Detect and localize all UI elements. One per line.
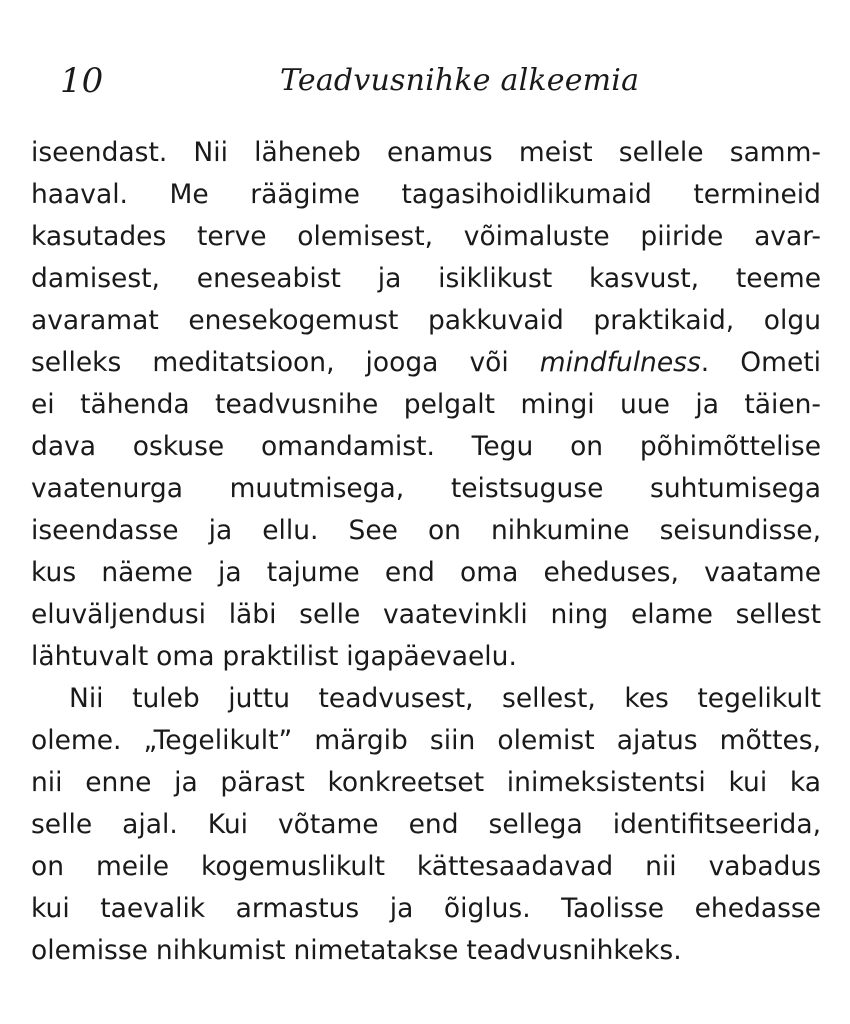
text-line: avaramat enesekogemust pakkuvaid praktikaid, olgu — [31, 305, 821, 336]
text-line: iseendasse ja ellu. See on nihkumine seisundisse, — [31, 515, 821, 546]
text-line: oleme. „Tegelikult” märgib siin olemist ajatus mõttes, — [31, 725, 821, 756]
text-line: damisest, eneseabist ja isiklikust kasvust, teeme — [31, 263, 821, 294]
text-line: olemisse nihkumist nimetatakse teadvusnihkeks. — [31, 935, 682, 966]
text-line: vaatenurga muutmisega, teistsuguse suhtumisega — [31, 473, 821, 504]
emphasized-term: mindfulness — [539, 347, 701, 378]
text-line: eluväljendusi läbi selle vaatevinkli ning elame sellest — [31, 599, 821, 630]
text-segment: selleks meditatsioon, jooga või — [31, 347, 540, 378]
text-line: kui taevalik armastus ja õiglus. Taolisse ehedasse — [31, 893, 821, 924]
text-line: nii enne ja pärast konkreetset inimeksistentsi kui ka — [31, 767, 821, 798]
page-header — [0, 56, 850, 106]
text-line: dava oskuse omandamist. Tegu on põhimõttelise — [31, 431, 821, 462]
page-number: 10 — [60, 61, 104, 101]
text-line: ei tähenda teadvusnihe pelgalt mingi uue ja täien- — [31, 389, 821, 420]
text-line: iseendast. Nii läheneb enamus meist sellele samm- — [31, 137, 821, 168]
text-segment: . Ometi — [700, 347, 821, 378]
text-line: Nii tuleb juttu teadvusest, sellest, kes tegelikult — [69, 683, 821, 714]
running-title: Teadvusnihke alkeemia — [280, 63, 640, 98]
text-line: kasutades terve olemisest, võimaluste piiride avar- — [31, 221, 821, 252]
paragraph — [31, 678, 821, 972]
text-line: kus näeme ja tajume end oma eheduses, vaatame — [31, 557, 821, 588]
text-line-with-emphasis — [31, 342, 821, 384]
text-line: selle ajal. Kui võtame end sellega identifitseerida, — [31, 809, 821, 840]
paragraph — [31, 132, 821, 678]
text-line: on meile kogemuslikult kättesaadavad nii vabadus — [31, 851, 821, 882]
text-line: lähtuvalt oma praktilist igapäevaelu. — [31, 641, 517, 672]
text-line: haaval. Me räägime tagasihoidlikumaid termineid — [31, 179, 821, 210]
body-text — [31, 132, 821, 972]
